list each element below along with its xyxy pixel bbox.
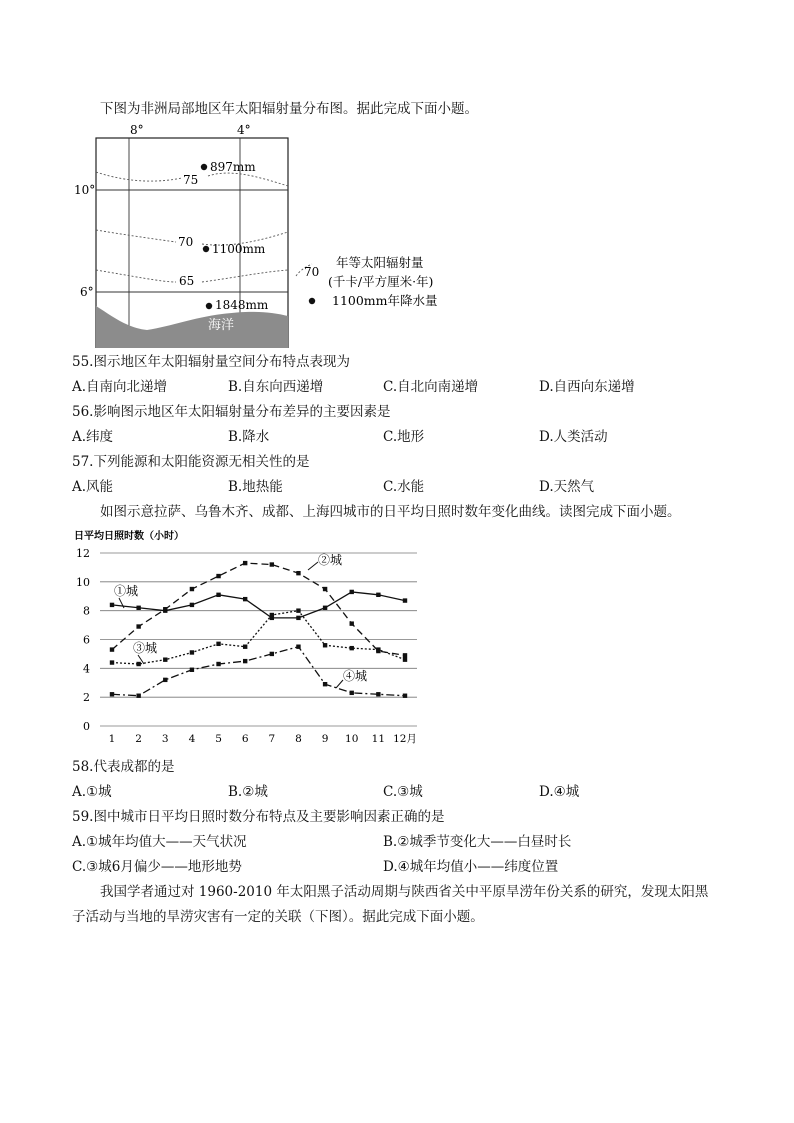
y-tick-label-10: 10 — [76, 575, 90, 589]
intro-text-2: 如图示意拉萨、乌鲁木齐、成都、上海四城市的日平均日照时数年变化曲线。读图完成下面小题。 — [100, 504, 681, 520]
series-point-city-3-m6 — [243, 645, 247, 649]
series-point-city-3-m12 — [403, 657, 407, 661]
series-point-city-4-m8 — [296, 645, 300, 649]
q56-option-b[interactable]: B.降水 — [228, 429, 270, 445]
q56-option-d[interactable]: D.人类活动 — [539, 429, 608, 445]
question-59-stem: 59.图中城市日平均日照时数分布特点及主要影响因素正确的是 — [72, 809, 445, 825]
series-point-city-4-m3 — [163, 678, 167, 682]
y-tick-label-8: 8 — [83, 604, 90, 618]
q55-option-a[interactable]: A.自南向北递增 — [72, 379, 168, 395]
chart-y-ticks — [76, 547, 90, 733]
chart-grid — [100, 553, 417, 726]
series-label-city-2: ②城 — [318, 553, 343, 567]
series-point-city-2-m3 — [163, 607, 167, 611]
series-point-city-1-m11 — [376, 593, 380, 597]
q59-option-b[interactable]: B.②城季节变化大——白昼时长 — [383, 834, 572, 850]
series-point-city-1-m9 — [323, 606, 327, 610]
x-tick-label-11: 11 — [371, 733, 386, 745]
series-point-city-1-m6 — [243, 597, 247, 601]
q57-option-d[interactable]: D.天然气 — [539, 479, 595, 495]
lon-label-8: 8° — [130, 123, 144, 137]
intro-text-1: 下图为非洲局部地区年太阳辐射量分布图。据此完成下面小题。 — [100, 101, 478, 117]
series-point-city-3-m5 — [216, 642, 220, 646]
x-tick-label-7: 7 — [268, 733, 276, 745]
series-point-city-3-m9 — [323, 643, 327, 647]
intro-text-3-line-2: 子活动与当地的旱涝灾害有一定的关联（下图）。据此完成下面小题。 — [72, 909, 484, 925]
series-point-city-3-m3 — [163, 657, 167, 661]
q55-option-d[interactable]: D.自西向东递增 — [539, 379, 635, 395]
series-point-city-4-m7 — [270, 652, 274, 656]
series-point-city-2-m4 — [190, 587, 194, 591]
series-point-city-4-m6 — [243, 659, 247, 663]
station-dot-897 — [201, 164, 207, 170]
lat-label-6: 6° — [80, 285, 94, 299]
y-tick-label-0: 0 — [83, 720, 90, 733]
series-point-city-2-m7 — [270, 562, 274, 566]
series-point-city-1-m10 — [350, 590, 354, 594]
q57-option-a[interactable]: A.风能 — [72, 479, 114, 495]
x-tick-label-8: 8 — [295, 733, 302, 745]
series-point-city-3-m7 — [270, 613, 274, 617]
station-label-1100: 1100mm — [212, 242, 266, 256]
series-point-city-1-m1 — [110, 603, 114, 607]
legend-dot-symbol — [309, 298, 315, 304]
series-point-city-4-m4 — [190, 668, 194, 672]
series-label-city-1: ①城 — [114, 584, 139, 598]
ocean-area — [96, 306, 288, 348]
series-point-city-4-m9 — [323, 682, 327, 686]
series-point-city-4-m1 — [110, 692, 114, 696]
solar-radiation-map — [72, 120, 472, 348]
series-point-city-1-m4 — [190, 603, 194, 607]
series-point-city-3-m11 — [376, 647, 380, 651]
series-point-city-2-m9 — [323, 587, 327, 591]
series-point-city-4-m10 — [350, 691, 354, 695]
q59-option-c[interactable]: C.③城6月偏少——地形地势 — [72, 859, 242, 875]
isoline-label-75: 75 — [183, 173, 199, 187]
series-point-city-3-m4 — [190, 650, 194, 654]
x-tick-label-9: 9 — [321, 733, 329, 745]
series-point-city-3-m8 — [296, 608, 300, 612]
y-tick-label-2: 2 — [83, 691, 90, 705]
station-label-897: 897mm — [210, 160, 256, 174]
q58-option-d[interactable]: D.④城 — [539, 784, 580, 800]
q56-option-a[interactable]: A.纬度 — [72, 429, 114, 445]
series-point-city-3-m2 — [136, 662, 140, 666]
series-label-city-4: ④城 — [343, 669, 368, 683]
x-tick-label-5: 5 — [215, 733, 222, 745]
station-dot-1100 — [203, 246, 209, 252]
series-point-city-2-m12 — [403, 653, 407, 657]
question-56-stem: 56.影响图示地区年太阳辐射量分布差异的主要因素是 — [72, 404, 391, 420]
q57-option-c[interactable]: C.水能 — [383, 479, 425, 495]
legend-line-value: 70 — [304, 265, 320, 279]
question-55-stem: 55.图示地区年太阳辐射量空间分布特点表现为 — [72, 354, 350, 370]
x-tick-label-12: 12月 — [393, 733, 417, 745]
series-point-city-2-m6 — [243, 561, 247, 565]
station-dot-1848 — [206, 303, 212, 309]
q55-option-c[interactable]: C.自北向南递增 — [383, 379, 479, 395]
series-point-city-4-m11 — [376, 692, 380, 696]
series-point-city-1-m8 — [296, 616, 300, 620]
intro-text-3-line-1: 我国学者通过对 1960-2010 年太阳黑子活动周期与陕西省关中平原旱涝年份关系的研究，发现太阳黑 — [100, 884, 709, 900]
q58-option-c[interactable]: C.③城 — [383, 784, 423, 800]
x-tick-label-10: 10 — [345, 733, 359, 745]
sunshine-hours-chart — [72, 528, 432, 748]
y-tick-label-4: 4 — [83, 662, 90, 676]
x-tick-label-4: 4 — [188, 733, 196, 745]
question-57-stem: 57.下列能源和太阳能资源无相关性的是 — [72, 454, 310, 470]
legend-line-unit: (千卡/平方厘米·年) — [328, 274, 434, 289]
x-tick-label-1: 1 — [108, 733, 116, 745]
chart-x-ticks — [109, 733, 417, 745]
series-point-city-1-m5 — [216, 593, 220, 597]
q56-option-c[interactable]: C.地形 — [383, 429, 425, 445]
series-point-city-1-m2 — [136, 606, 140, 610]
station-label-1848: 1848mm — [215, 298, 269, 312]
q58-option-a[interactable]: A.①城 — [72, 784, 112, 800]
x-tick-label-6: 6 — [241, 733, 249, 745]
series-label-city-3: ③城 — [133, 641, 158, 655]
series-point-city-4-m2 — [136, 694, 140, 698]
q59-option-a[interactable]: A.①城年均值大——天气状况 — [72, 834, 247, 850]
isoline-label-70: 70 — [178, 235, 194, 249]
series-line-city-3 — [112, 611, 405, 664]
y-tick-label-6: 6 — [83, 633, 90, 647]
series-point-city-1-m12 — [403, 598, 407, 602]
series-point-city-2-m10 — [350, 621, 354, 625]
series-point-city-3-m1 — [110, 660, 114, 664]
series-pointer-city-2 — [308, 562, 318, 570]
q58-option-b[interactable]: B.②城 — [228, 784, 268, 800]
isoline-label-65: 65 — [179, 274, 195, 288]
lat-label-10: 10° — [74, 183, 96, 197]
question-58-stem: 58.代表成都的是 — [72, 759, 175, 775]
series-point-city-3-m10 — [350, 646, 354, 650]
series-point-city-4-m5 — [216, 662, 220, 666]
series-point-city-4-m12 — [403, 694, 407, 698]
series-line-city-1 — [112, 592, 405, 618]
ocean-label: 海洋 — [208, 318, 235, 333]
q59-option-d[interactable]: D.④城年均值小——纬度位置 — [383, 859, 559, 875]
series-point-city-2-m1 — [110, 647, 114, 651]
y-tick-label-12: 12 — [76, 547, 90, 560]
q55-option-b[interactable]: B.自东向西递增 — [228, 379, 324, 395]
series-point-city-2-m8 — [296, 571, 300, 575]
x-tick-label-3: 3 — [161, 733, 169, 745]
series-point-city-2-m2 — [136, 624, 140, 628]
q57-option-b[interactable]: B.地热能 — [228, 479, 283, 495]
series-point-city-2-m5 — [216, 574, 220, 578]
chart-y-axis-label: 日平均日照时数（小时） — [74, 531, 184, 542]
lon-label-4: 4° — [237, 123, 251, 137]
series-pointer-city-4 — [336, 680, 343, 688]
legend-dot-label: 1100mm年降水量 — [332, 293, 438, 308]
x-tick-label-2: 2 — [135, 733, 142, 745]
legend-line-title: 年等太阳辐射量 — [336, 255, 424, 270]
